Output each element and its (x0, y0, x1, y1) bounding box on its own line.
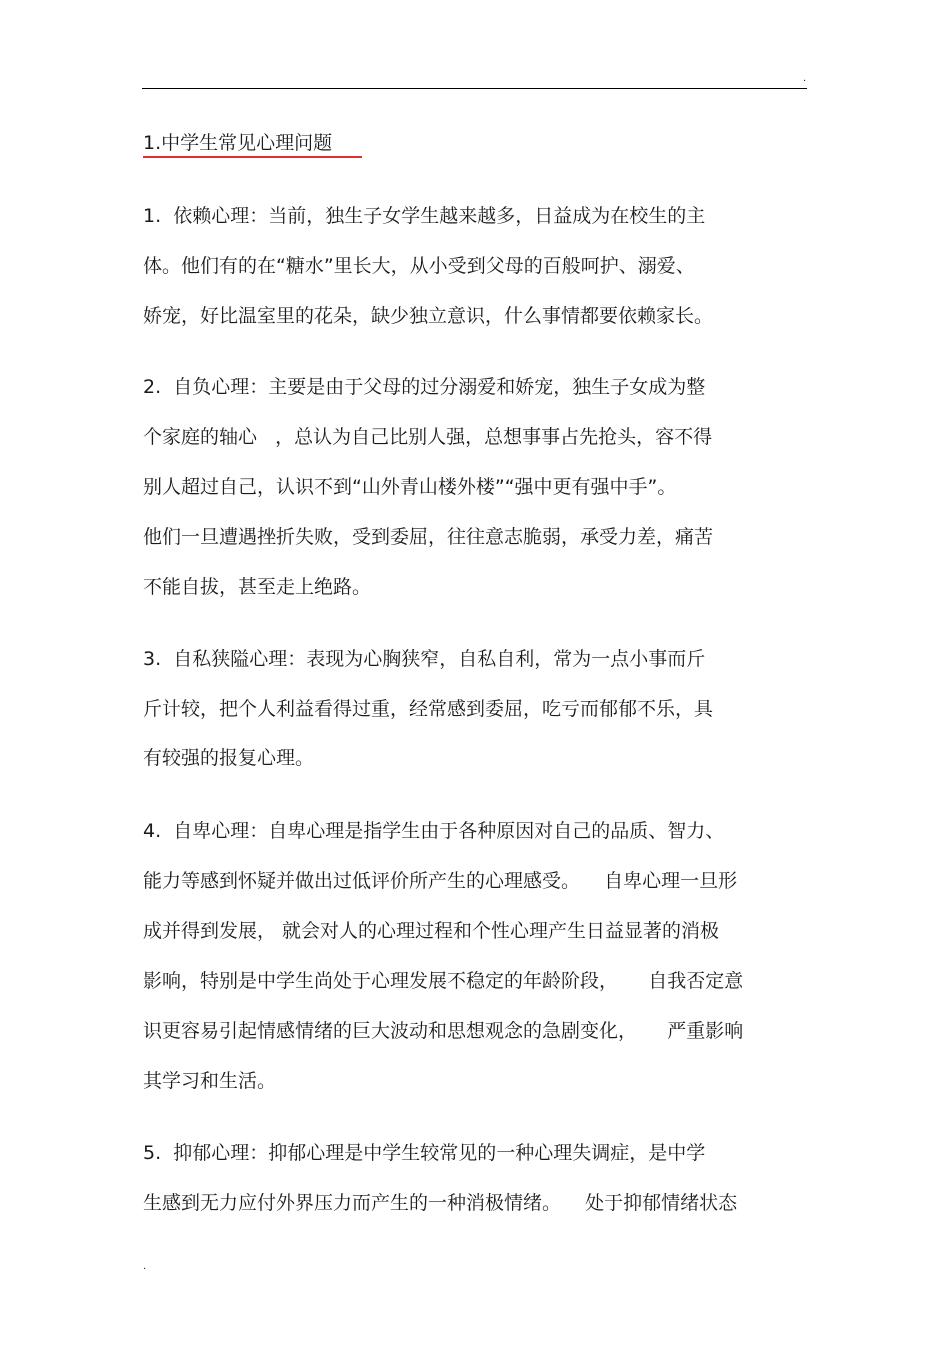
text-line: 别人超过自己，认识不到“山外青山楼外楼”“强中更有强中手”。 (143, 476, 677, 498)
text-line: 1. 依赖心理：当前，独生子女学生越来越多，日益成为在校生的主 (143, 205, 706, 227)
text-line: 5. 抑郁心理：抑郁心理是中学生较常见的一种心理失调症，是中学 (143, 1142, 706, 1164)
header-rule (142, 88, 807, 89)
text-line: 识更容易引起情感情绪的巨大波动和思想观念的急剧变化， 严重影响 (143, 1020, 744, 1042)
text-line: 3. 自私狭隘心理：表现为心胸狭窄，自私自利，常为一点小事而斤 (143, 648, 706, 670)
text-line: 生感到无力应付外界压力而产生的一种消极情绪。 处于抑郁情绪状态 (143, 1192, 738, 1214)
text-line: 有较强的报复心理。 (143, 747, 315, 769)
text-line: 他们一旦遭遇挫折失败，受到委屈，往往意志脆弱，承受力差，痛苦 (143, 526, 714, 548)
text-line: 2. 自负心理：主要是由于父母的过分溺爱和娇宠，独生子女成为整 (143, 376, 706, 398)
text-line: 4. 自卑心理：自卑心理是指学生由于各种原因对自己的品质、智力、 (143, 820, 725, 842)
text-line: 成并得到发展， 就会对人的心理过程和个性心理产生日益显著的消极 (143, 920, 720, 942)
text-line: 体。他们有的在“糖水”里长大，从小受到父母的百般呵护、溺爱、 (143, 255, 695, 277)
section-title: 1.中学生常见心理问题 (143, 132, 333, 154)
footer-mark: . (143, 1261, 147, 1272)
title-underline (143, 156, 362, 158)
text-line: 娇宠，好比温室里的花朵，缺少独立意识，什么事情都要依赖家长。 (143, 305, 714, 327)
text-line: 能力等感到怀疑并做出过低评价所产生的心理感受。 自卑心理一旦形 (143, 870, 738, 892)
text-line: 影响，特别是中学生尚处于心理发展不稳定的年龄阶段， 自我否定意 (143, 970, 744, 992)
text-line: 个家庭的轴心 ，总认为自己比别人强，总想事事占先抢头，容不得 (143, 426, 713, 448)
header-mark: . (803, 73, 807, 84)
text-line: 不能自拔，甚至走上绝路。 (143, 576, 372, 598)
text-line: 其学习和生活。 (143, 1070, 277, 1092)
text-line: 斤计较，把个人利益看得过重，经常感到委屈，吃亏而郁郁不乐，具 (143, 698, 714, 720)
